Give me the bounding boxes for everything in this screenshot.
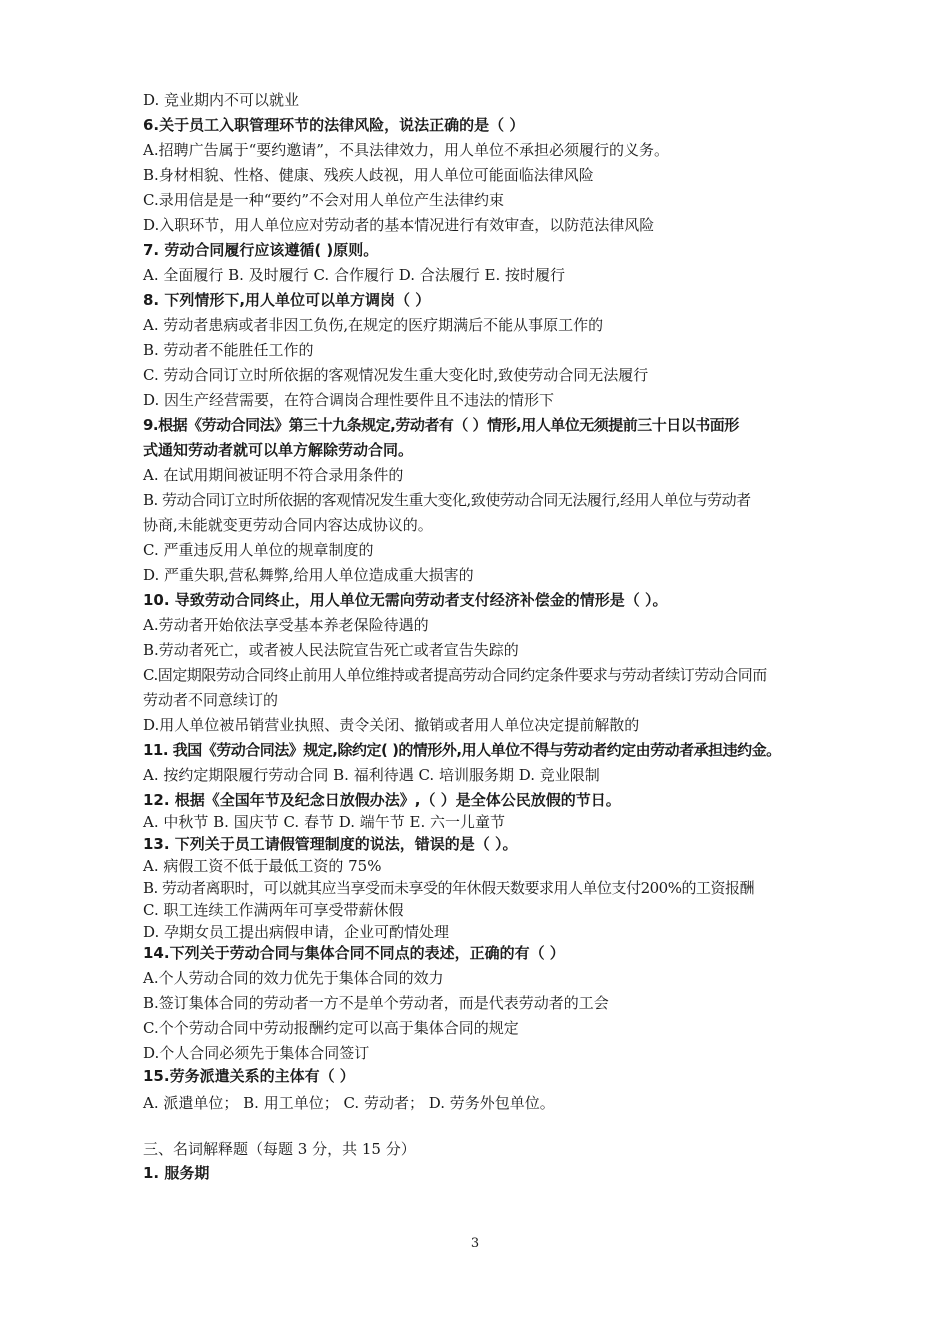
option-line: A. 中秋节 B. 国庆节 C. 春节 D. 端午节 E. 六一儿童节 xyxy=(143,813,505,831)
question-14: 14.下列关于劳动合同与集体合同不同点的表述，正确的有（ ） xyxy=(143,944,565,962)
option-line: A.个人劳动合同的效力优先于集体合同的效力 xyxy=(143,969,444,987)
option-line: D.用人单位被吊销营业执照、责令关闭、撤销或者用人单位决定提前解散的 xyxy=(143,716,640,734)
option-line: C.录用信是是一种“要约”不会对用人单位产生法律约束 xyxy=(143,191,505,209)
option-line: A.劳动者开始依法享受基本养老保险待遇的 xyxy=(143,616,429,634)
question-6: 6.关于员工入职管理环节的法律风险，说法正确的是（ ） xyxy=(143,116,525,134)
option-line: D. 严重失职,营私舞弊,给用人单位造成重大损害的 xyxy=(143,566,474,584)
option-line: C.固定期限劳动合同终止前用人单位维持或者提高劳动合同约定条件要求与劳动者续订劳动合同而 xyxy=(143,666,767,684)
question-12: 12. 根据《全国年节及纪念日放假办法》,（ ）是全体公民放假的节日。 xyxy=(143,791,621,809)
option-line: B. 劳动者离职时，可以就其应当享受而未享受的年休假天数要求用人单位支付200%的工资报酬 xyxy=(143,879,754,897)
option-line: C. 职工连续工作满两年可享受带薪休假 xyxy=(143,901,404,919)
question-15: 15.劳务派遣关系的主体有（ ） xyxy=(143,1067,355,1085)
question-13: 13. 下列关于员工请假管理制度的说法，错误的是（ ）。 xyxy=(143,835,518,853)
option-line: B.劳动者死亡，或者被人民法院宣告死亡或者宣告失踪的 xyxy=(143,641,519,659)
question-9: 9.根据《劳动合同法》第三十九条规定,劳动者有（ ）情形,用人单位无须提前三十日以书面形 xyxy=(143,416,739,434)
page-number: 3 xyxy=(470,1236,480,1251)
option-line: A. 在试用期间被证明不符合录用条件的 xyxy=(143,466,404,484)
option-line: D.个人合同必须先于集体合同签订 xyxy=(143,1044,370,1062)
option-line: D. 竞业期内不可以就业 xyxy=(143,91,300,109)
option-line: D.入职环节，用人单位应对劳动者的基本情况进行有效审查，以防范法律风险 xyxy=(143,216,655,234)
option-line: A. 全面履行 B. 及时履行 C. 合作履行 D. 合法履行 E. 按时履行 xyxy=(143,266,565,284)
option-line: D. 因生产经营需要，在符合调岗合理性要件且不违法的情形下 xyxy=(143,391,555,409)
option-line: C.个个劳动合同中劳动报酬约定可以高于集体合同的规定 xyxy=(143,1019,519,1037)
question-8: 8. 下列情形下,用人单位可以单方调岗（ ） xyxy=(143,291,431,309)
term-1: 1. 服务期 xyxy=(143,1164,210,1182)
option-line: A. 劳动者患病或者非因工负伤,在规定的医疗期满后不能从事原工作的 xyxy=(143,316,604,334)
option-line: A.招聘广告属于“要约邀请”，不具法律效力，用人单位不承担必须履行的义务。 xyxy=(143,141,669,159)
option-line-cont: 劳动者不同意续订的 xyxy=(143,691,279,709)
option-line: C. 严重违反用人单位的规章制度的 xyxy=(143,541,374,559)
option-line: B. 劳动者不能胜任工作的 xyxy=(143,341,314,359)
question-11: 11. 我国《劳动合同法》规定,除约定( )的情形外,用人单位不得与劳动者约定由劳动者承担违约金。 xyxy=(143,741,781,759)
option-line: B.身材相貌、性格、健康、残疾人歧视，用人单位可能面临法律风险 xyxy=(143,166,594,184)
section-heading: 三、名词解释题（每题 3 分，共 15 分） xyxy=(143,1140,416,1158)
option-line: A. 病假工资不低于最低工资的 75% xyxy=(143,857,382,875)
option-line: A. 派遣单位； B. 用工单位； C. 劳动者； D. 劳务外包单位。 xyxy=(143,1094,555,1112)
option-line: C. 劳动合同订立时所依据的客观情况发生重大变化时,致使劳动合同无法履行 xyxy=(143,366,649,384)
question-10: 10. 导致劳动合同终止，用人单位无需向劳动者支付经济补偿金的情形是（ ）。 xyxy=(143,591,668,609)
question-7: 7. 劳动合同履行应该遵循( )原则。 xyxy=(143,241,379,259)
option-line-cont: 协商,未能就变更劳动合同内容达成协议的。 xyxy=(143,516,433,534)
option-line: B.签订集体合同的劳动者一方不是单个劳动者，而是代表劳动者的工会 xyxy=(143,994,609,1012)
option-line: D. 孕期女员工提出病假申请，企业可酌情处理 xyxy=(143,923,450,941)
option-line: B. 劳动合同订立时所依据的客观情况发生重大变化,致使劳动合同无法履行,经用人单位与劳动者 xyxy=(143,491,751,509)
option-line: A. 按约定期限履行劳动合同 B. 福利待遇 C. 培训服务期 D. 竞业限制 xyxy=(143,766,600,784)
question-9-cont: 式通知劳动者就可以单方解除劳动合同。 xyxy=(143,441,414,459)
